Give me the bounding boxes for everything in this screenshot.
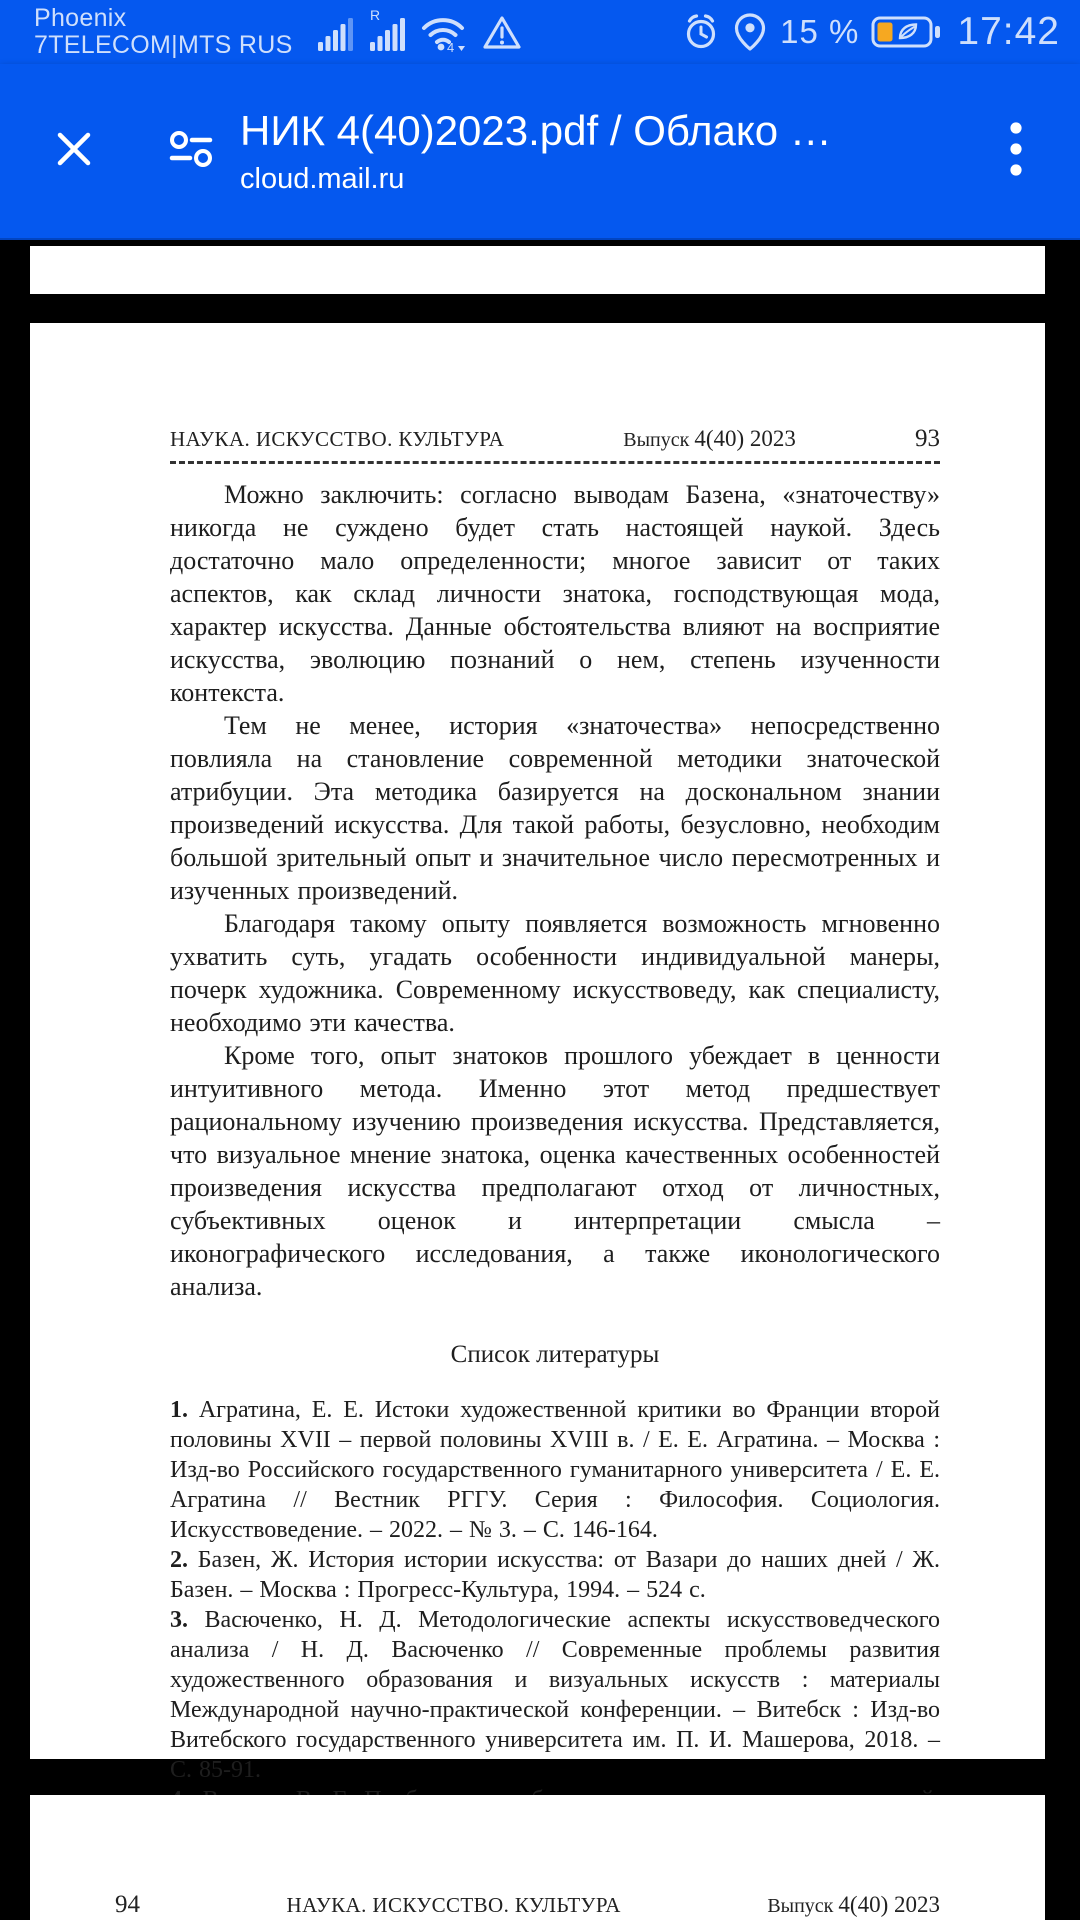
roaming-letter: R <box>369 8 380 23</box>
alarm-icon <box>682 13 720 51</box>
reference-text: Васюченко, Н. Д. Методологические аспекты искусствоведческого анализа / Н. Д. Васюченко // Современные проблемы развития художественного образования и визуальных искусств : материалы Международной научно-практической конференции. – Витебск : Изд-во Витебского государственного университета им. П. И. Машерова, 2018. – С. 85-91. <box>170 1607 940 1783</box>
issue-label: Выпуск <box>767 1895 834 1917</box>
wifi-gen-badge: 4 <box>446 40 454 52</box>
signal-roaming-icon <box>369 8 409 52</box>
running-header <box>170 425 940 453</box>
header-divider <box>170 461 940 464</box>
running-header-94 <box>30 1891 1045 1919</box>
article-body <box>170 478 940 1303</box>
network-name: 7TELECOM|MTS RUS <box>34 31 293 59</box>
kebab-menu-icon <box>1009 120 1023 183</box>
close-icon <box>49 124 99 179</box>
pdf-viewport[interactable] <box>0 240 1080 1920</box>
app-bar <box>0 64 1080 240</box>
reference-item <box>170 1605 940 1785</box>
bibliography-title: Список литературы <box>450 1341 660 1368</box>
reference-item <box>170 1545 940 1605</box>
paragraph: Благодаря такому опыту появляется возможность мгновенно ухватить суть, угадать особенности индивидуальной манеры, почерк художника. Современному искусствоведу, как специалисту, необходимо эти качества. <box>170 909 940 1037</box>
pdf-page-93 <box>30 323 1045 1783</box>
page-info-button[interactable] <box>166 126 216 176</box>
reference-number: 1. <box>170 1397 188 1423</box>
issue-value: 4(40) 2023 <box>838 1892 940 1917</box>
journal-title: НАУКА. ИСКУССТВО. КУЛЬТУРА <box>286 1893 621 1917</box>
battery-level-fill <box>878 23 893 42</box>
site-url: cloud.mail.ru <box>240 163 405 195</box>
reference-text: Базен, Ж. История истории искусства: от Вазари до наших дней / Ж. Базен. – Москва : Прогресс-Культура, 1994. – 524 с. <box>170 1547 940 1603</box>
issue-info <box>623 426 796 452</box>
issue-info <box>767 1892 940 1918</box>
close-button[interactable] <box>48 125 100 177</box>
battery-icon <box>871 14 945 50</box>
page-number: 93 <box>914 425 940 452</box>
warning-icon <box>481 14 523 52</box>
document-title-block <box>240 107 986 195</box>
reference-number: 3. <box>170 1607 188 1633</box>
status-bar-right <box>682 10 1060 54</box>
status-icons <box>317 8 523 56</box>
reference-number: 2. <box>170 1547 188 1573</box>
issue-value: 4(40) 2023 <box>694 426 796 451</box>
signal-strength-icon <box>317 16 357 52</box>
wifi-icon <box>421 12 469 52</box>
location-icon <box>732 12 768 52</box>
page-number: 94 <box>115 1891 140 1918</box>
battery-percent: 15 % <box>780 13 860 50</box>
carrier-info <box>34 5 293 59</box>
issue-label: Выпуск <box>623 429 690 451</box>
status-bar <box>0 0 1080 64</box>
carrier-name: Phoenix <box>34 4 127 32</box>
paragraph: Тем не менее, история «знаточества» непосредственно повлияла на становление современной методики знаточеской атрибуции. Эта методика базируется на доскональном знании произведений искусства. Для такой работы, безусловно, необходим большой зрительный опыт и значительное число пересмотренных и изученных произведений. <box>170 711 940 905</box>
tune-icon <box>166 124 216 179</box>
journal-title: НАУКА. ИСКУССТВО. КУЛЬТУРА <box>170 427 505 451</box>
reference-text: Агратина, Е. Е. Истоки художественной критики во Франции второй половины XVII – первой половины XVIII в. / Е. Е. Агратина. – Москва : Изд-во Российского государственного гуманитарного университета / Е. Е. Агратина // Вестник РГГУ. Серия : Философия. Социология. Искусствоведение. – 2022. – № 3. – С. 146-164. <box>170 1397 941 1543</box>
paragraph: Можно заключить: согласно выводам Базена, «знаточеству» никогда не суждено будет стать настоящей наукой. Здесь достаточно мало определенности; многое зависит от таких аспектов, как склад личности знатока, господствующая мода, характер искусства. Данные обстоятельства влияют на восприятие искусства, эволюцию познаний о нем, степень изученности контекста. <box>170 480 940 707</box>
reference-item <box>170 1395 940 1545</box>
pdf-page-94 <box>30 1795 1045 1920</box>
clock: 17:42 <box>957 10 1060 53</box>
status-bar-left <box>34 5 523 59</box>
document-title: НИК 4(40)2023.pdf / Облако … <box>240 107 832 154</box>
pdf-page-previous-sliver <box>30 246 1045 294</box>
menu-button[interactable] <box>996 121 1036 181</box>
paragraph: Кроме того, опыт знатоков прошлого убеждает в ценности интуитивного метода. Именно этот метод предшествует рациональному изучению произведения искусства. Представляется, что визуальное мнение знатока, оценка качественных особенностей произведения искусства предполагают отход от личностных, субъективных оценок и интерпретации смысла – иконографического исследования, а также иконологического анализа. <box>170 1041 940 1301</box>
